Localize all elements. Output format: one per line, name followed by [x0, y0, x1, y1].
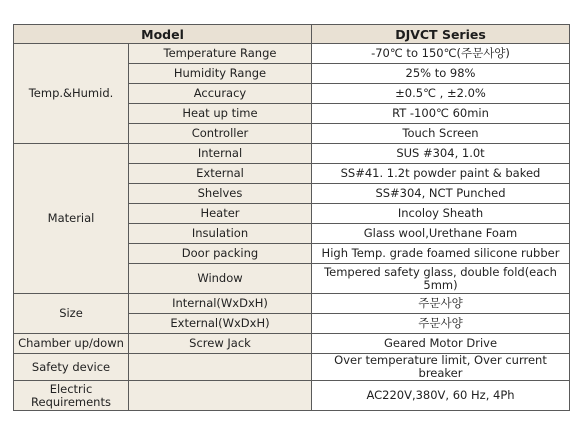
table-row: [14, 44, 570, 64]
row-value: SS#304, NCT Punched: [312, 184, 570, 204]
row-label: Insulation: [129, 224, 312, 244]
spec-body: [14, 44, 570, 411]
row-label: Controller: [129, 124, 312, 144]
row-value: -70℃ to 150℃(주문사양): [312, 44, 570, 64]
table-row: [14, 144, 570, 164]
category-electric: Electric Requirements: [14, 381, 129, 411]
table-row: [14, 294, 570, 314]
row-value: Tempered safety glass, double fold(each 5mm): [312, 264, 570, 294]
row-label: Temperature Range: [129, 44, 312, 64]
row-value: AC220V,380V, 60 Hz, 4Ph: [312, 381, 570, 411]
row-value: 주문사양: [312, 294, 570, 314]
row-value: ±0.5℃ , ±2.0%: [312, 84, 570, 104]
category-size: Size: [14, 294, 129, 334]
header-row: [14, 25, 570, 44]
table-row: [14, 334, 570, 354]
table-row: [14, 354, 570, 381]
row-label: External: [129, 164, 312, 184]
row-label: External(WxDxH): [129, 314, 312, 334]
category-material: Material: [14, 144, 129, 294]
row-label: [129, 354, 312, 381]
row-label: Door packing: [129, 244, 312, 264]
model-header: Model: [14, 25, 312, 44]
row-value: Over temperature limit, Over current breaker: [312, 354, 570, 381]
table-row: [14, 381, 570, 411]
row-label: Shelves: [129, 184, 312, 204]
row-value: Geared Motor Drive: [312, 334, 570, 354]
category-safety: Safety device: [14, 354, 129, 381]
row-label: Heater: [129, 204, 312, 224]
spec-table: [13, 24, 570, 411]
row-value: SUS #304, 1.0t: [312, 144, 570, 164]
row-value: High Temp. grade foamed silicone rubber: [312, 244, 570, 264]
row-value: SS#41. 1.2t powder paint & baked: [312, 164, 570, 184]
row-value: 주문사양: [312, 314, 570, 334]
row-label: Heat up time: [129, 104, 312, 124]
category-temp-humid: Temp.&Humid.: [14, 44, 129, 144]
row-label: Internal(WxDxH): [129, 294, 312, 314]
row-value: Glass wool,Urethane Foam: [312, 224, 570, 244]
row-value: RT -100℃ 60min: [312, 104, 570, 124]
row-label: Screw Jack: [129, 334, 312, 354]
row-value: Incoloy Sheath: [312, 204, 570, 224]
series-header: DJVCT Series: [312, 25, 570, 44]
category-chamber: Chamber up/down: [14, 334, 129, 354]
row-label: Window: [129, 264, 312, 294]
row-label: Internal: [129, 144, 312, 164]
row-label: Accuracy: [129, 84, 312, 104]
row-label: [129, 381, 312, 411]
row-value: Touch Screen: [312, 124, 570, 144]
row-label: Humidity Range: [129, 64, 312, 84]
row-value: 25% to 98%: [312, 64, 570, 84]
